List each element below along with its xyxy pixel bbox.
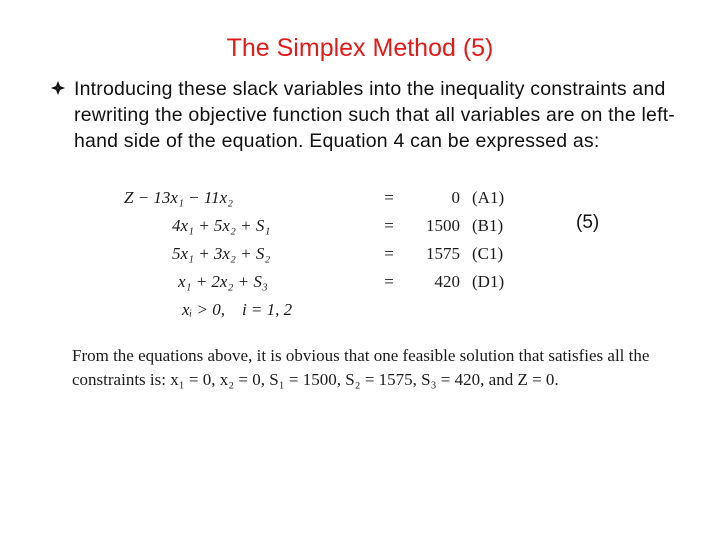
equation-relation: = <box>384 244 394 263</box>
equation-rhs: 420 <box>434 272 460 291</box>
equation-row-d1 <box>124 272 524 298</box>
bullet-text: Introducing these slack variables into the inequality constraints and rewriting the objective function such that all variables are on the left-hand side of the equation. Equation 4 can be expressed as: <box>74 78 675 152</box>
equation-row-a1 <box>124 188 524 214</box>
equation-relation: = <box>384 216 394 235</box>
diamond-bullet-icon <box>50 80 66 96</box>
equation-tag: (A1) <box>472 188 505 207</box>
equation-rhs: 1575 <box>426 244 460 263</box>
equation-system <box>124 188 524 324</box>
equation-tag: (D1) <box>472 272 505 291</box>
nonnegativity-condition: xᵢ > 0, i = 1, 2 <box>182 300 293 319</box>
equation-rhs: 0 <box>451 188 460 207</box>
equation-relation: = <box>384 272 394 291</box>
equation-lhs: x₁ + 2x₂ + S₃ <box>178 272 268 291</box>
equation-tag: (C1) <box>472 244 504 263</box>
slide-title: The Simplex Method (5) <box>226 34 494 62</box>
conclusion-paragraph: From the equations above, it is obvious that one feasible solution that satisfies all the constraints is: x₁ = 0, x₂ = 0, S₁ = 1500, S₂ = 1575, S₃ = 420, and Z = 0. <box>72 346 650 389</box>
equation-rhs: 1500 <box>426 216 460 235</box>
equation-lhs: 4x₁ + 5x₂ + S₁ <box>172 216 271 235</box>
bullet-paragraph <box>50 76 700 154</box>
equation-tag: (B1) <box>472 216 504 235</box>
nonnegativity-row <box>124 300 524 326</box>
equation-lhs: 5x₁ + 3x₂ + S₂ <box>172 244 271 263</box>
equation-relation: = <box>384 188 394 207</box>
equation-lhs: Z − 13x₁ − 11x₂ <box>124 188 234 207</box>
equation-number: (5) <box>576 212 600 233</box>
equation-row-c1 <box>124 244 524 270</box>
equation-row-b1 <box>124 216 524 242</box>
